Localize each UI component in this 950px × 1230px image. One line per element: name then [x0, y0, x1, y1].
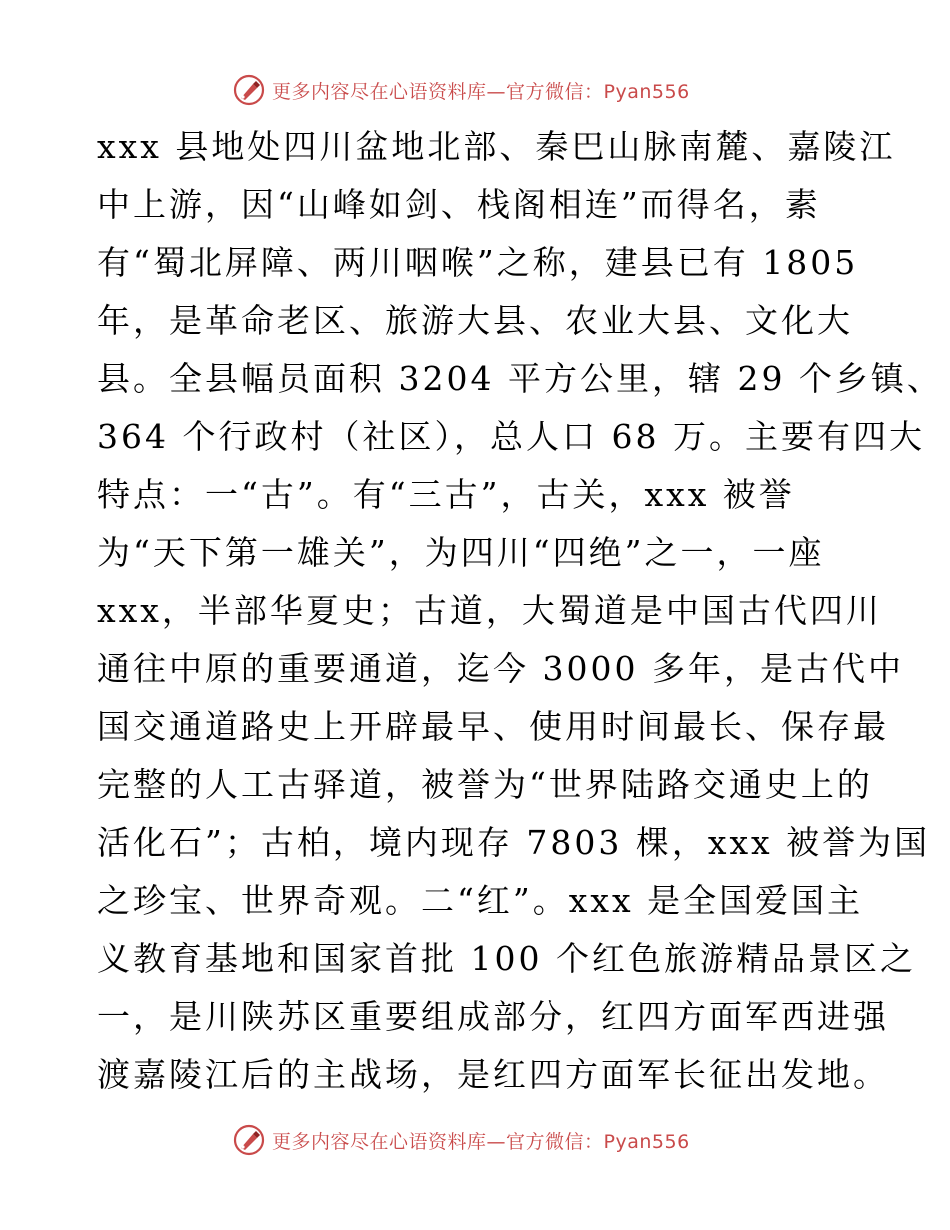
text-line: 通往中原的重要通道，迄今 3000 多年，是古代中	[97, 649, 904, 688]
text-line: 县。全县幅员面积 3204 平方公里，辖 29 个乡镇、	[97, 359, 943, 398]
text-line: 国交通道路史上开辟最早、使用时间最长、保存最	[97, 707, 889, 746]
text-line: 完整的人工古驿道，被誉为“世界陆路交通史上的	[97, 765, 873, 804]
text-line: 有“蜀北屏障、两川咽喉”之称，建县已有 1805	[97, 243, 859, 282]
text-line: 之珍宝、世界奇观。二“红”。xxx 是全国爱国主	[97, 881, 864, 920]
watermark-text: 更多内容尽在心语资料库—官方微信：Pyan556	[272, 80, 690, 103]
text-line: xxx，半部华夏史；古道，大蜀道是中国古代四川	[97, 591, 882, 630]
text-line: 为“天下第一雄关”，为四川“四绝”之一，一座	[97, 533, 825, 572]
pen-logo-icon	[232, 1123, 266, 1157]
text-line: 活化石”；古柏，境内现存 7803 棵，xxx 被誉为国	[97, 823, 931, 862]
text-line: 义教育基地和国家首批 100 个红色旅游精品景区之	[97, 939, 916, 978]
text-line: 年，是革命老区、旅游大县、农业大县、文化大	[97, 301, 853, 340]
document-body	[97, 118, 943, 1104]
text-line: 渡嘉陵江后的主战场，是红四方面军长征出发地。	[97, 1055, 889, 1094]
footer-watermark	[232, 1122, 752, 1158]
watermark-text: 更多内容尽在心语资料库—官方微信：Pyan556	[272, 1130, 690, 1153]
text-line: 一，是川陕苏区重要组成部分，红四方面军西进强	[97, 997, 889, 1036]
pen-logo-icon	[232, 73, 266, 107]
text-line: 特点：一“古”。有“三古”，古关，xxx 被誉	[97, 475, 795, 514]
text-line: xxx 县地处四川盆地北部、秦巴山脉南麓、嘉陵江	[97, 127, 896, 166]
text-line: 中上游，因“山峰如剑、栈阁相连”而得名，素	[97, 185, 821, 224]
header-watermark	[232, 72, 752, 108]
text-line: 364 个行政村（社区），总人口 68 万。主要有四大	[97, 417, 925, 456]
